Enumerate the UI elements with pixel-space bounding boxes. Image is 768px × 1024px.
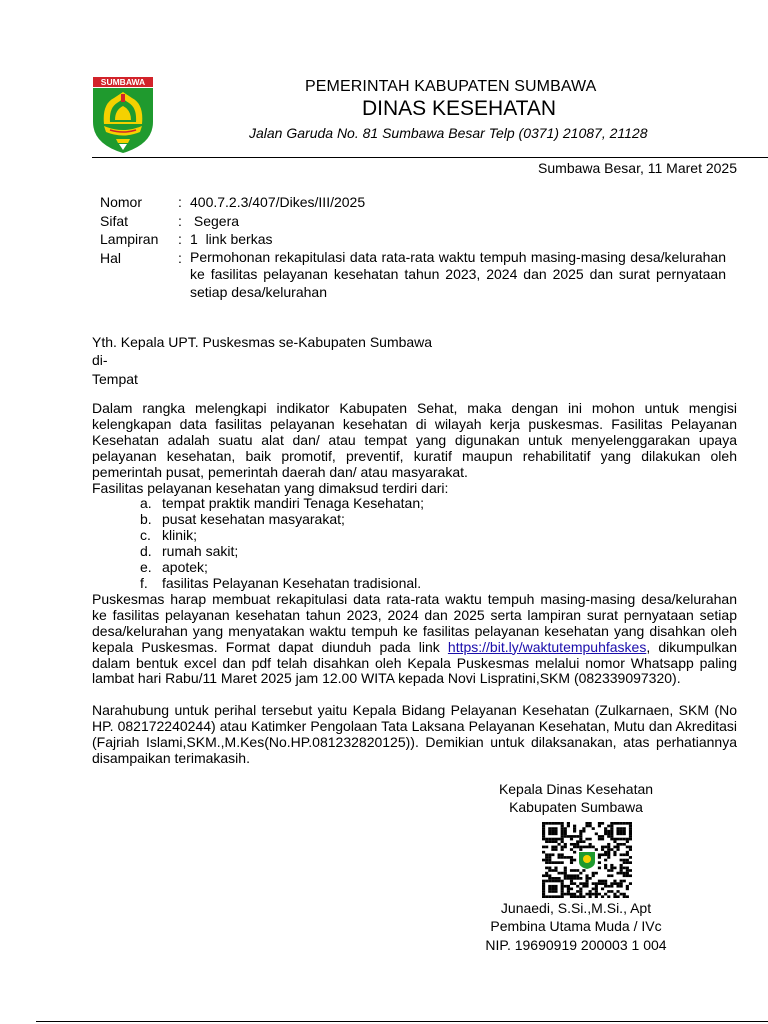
para2-text: Puskesmas harap membuat rekapitulasi data rata-rata waktu tempuh masing-masing desa/kelurahan ke fasilitas pelayanan kesehatan tahun 2023, 2024 dan 2025 serta lampiran surat pernyataan setiap desa/kelurahan yang menyatakan waktu tempuh ke fasilitas pelayanan kesehatan yang disahkan oleh kepala Puskesmas. Format dapat diunduh pada link <box>92 590 737 655</box>
list-text: fasilitas Pelayanan Kesehatan tradisional. <box>162 574 422 591</box>
signature-title-line: Kabupaten Sumbawa <box>509 799 643 815</box>
list-text: rumah sakit; <box>162 543 239 560</box>
meta-colon: : <box>178 212 182 229</box>
list-marker: d. <box>140 543 152 560</box>
meta-value: Segera <box>190 212 240 229</box>
signatory-rank: Pembina Utama Muda / IVc <box>490 918 662 935</box>
meta-value: 400.7.2.3/407/Dikes/III/2025 <box>190 194 366 210</box>
list-text: pusat kesehatan masyarakat; <box>162 511 345 528</box>
list-marker: e. <box>140 559 152 576</box>
list-item <box>92 496 737 512</box>
signature-title-line: Kepala Dinas Kesehatan <box>498 781 654 797</box>
meta-label: Sifat <box>100 212 129 229</box>
list-item <box>92 576 737 592</box>
list-text: tempat praktik mandiri Tenaga Kesehatan; <box>162 495 425 512</box>
letterhead-divider <box>92 157 768 158</box>
letterhead-government: PEMERINTAH KABUPATEN SUMBAWA <box>305 78 597 95</box>
letterhead-agency: DINAS KESEHATAN <box>362 97 557 120</box>
signatory <box>474 899 678 954</box>
list-marker: b. <box>140 511 152 528</box>
signature-title <box>474 780 678 816</box>
list-item <box>92 544 737 560</box>
place-date: Sumbawa Besar, 11 Maret 2025 <box>538 160 737 176</box>
body-paragraph-3: Narahubung untuk perihal tersebut yaitu Kepala Bidang Pelayanan Kesehatan (Zulkarnaen, SKM (No HP. 082172240244) atau Katimker Pengolaan Tata Laksana Pelayanan Kesehatan, Mutu dan Akreditasi (Fajriah Islami,SKM.,M.Kes(No.HP.081232820125)). Demikian untuk dilaksanakan, atas perhatiannya disampaikan terimakasih. <box>92 702 737 767</box>
list-item <box>92 512 737 528</box>
list-marker: f. <box>140 574 148 591</box>
meta-label: Nomor <box>100 194 143 210</box>
signatory-nip: NIP. 19690919 200003 1 004 <box>485 936 667 953</box>
body-paragraph-1: Dalam rangka melengkapi indikator Kabupaten Sehat, maka dengan ini mohon untuk mengisi kelengkapan data fasilitas pelayanan kesehatan di wilayah kerja puskesmas. Fasilitas Pelayanan Kesehatan adalah suatu alat dan/ atau tempat yang digunakan untuk menyelenggarakan upaya pelayanan kesehatan, baik promotif, preventif, kuratif maupun rehabilitatif yang dilakukan oleh pemerintah pusat, pemerintah daerah dan/ atau masyarakat. <box>92 400 737 480</box>
addressee-line: di- <box>92 352 108 369</box>
meta-value: 1 link berkas <box>190 231 273 247</box>
signatory-name: Junaedi, S.Si.,M.Si., Apt <box>500 900 652 916</box>
meta-colon: : <box>178 249 182 266</box>
meta-subject-value: Permohonan rekapitulasi data rata-rata waktu tempuh masing-masing desa/kelurahan ke fasilitas pelayanan kesehatan tahun 2023, 2024 dan 2025 dan surat pernyataan setiap desa/kelurahan <box>190 248 726 300</box>
para2-text: , dikumpulkan dalam bentuk excel dan pdf telah disahkan oleh Kepala Puskesmas melalui nomor Whatsapp paling lambat hari Rabu/11 Maret 2025 jam 12.00 WITA kepada Novi Lispratini,SKM (082339097320). <box>92 638 737 687</box>
list-intro: Fasilitas pelayanan kesehatan yang dimaksud terdiri dari: <box>92 479 449 496</box>
sumbawa-emblem-logo <box>92 76 154 154</box>
addressee-line: Tempat <box>92 370 138 387</box>
body-paragraph-2 <box>92 592 737 687</box>
list-item <box>92 560 737 576</box>
facility-list <box>92 496 737 591</box>
footer-divider <box>36 1021 768 1022</box>
letterhead-address: Jalan Garuda No. 81 Sumbawa Besar Telp (0371) 21087, 21128 <box>249 125 648 141</box>
list-text: klinik; <box>162 527 198 544</box>
meta-label: Lampiran <box>100 231 159 247</box>
qr-code-icon <box>542 822 632 898</box>
list-marker: a. <box>140 495 152 512</box>
list-item <box>92 528 737 544</box>
logo-text: SUMBAWA <box>100 77 146 88</box>
meta-colon: : <box>178 231 182 247</box>
addressee <box>92 333 432 388</box>
letter-body <box>92 401 737 767</box>
list-text: apotek; <box>162 559 208 576</box>
list-marker: c. <box>140 527 151 544</box>
download-link[interactable]: https://bit.ly/waktutempuhfaskes <box>447 638 647 655</box>
meta-colon: : <box>178 194 182 210</box>
meta-label: Hal <box>100 249 122 266</box>
addressee-line: Yth. Kepala UPT. Puskesmas se-Kabupaten Sumbawa <box>92 334 433 350</box>
